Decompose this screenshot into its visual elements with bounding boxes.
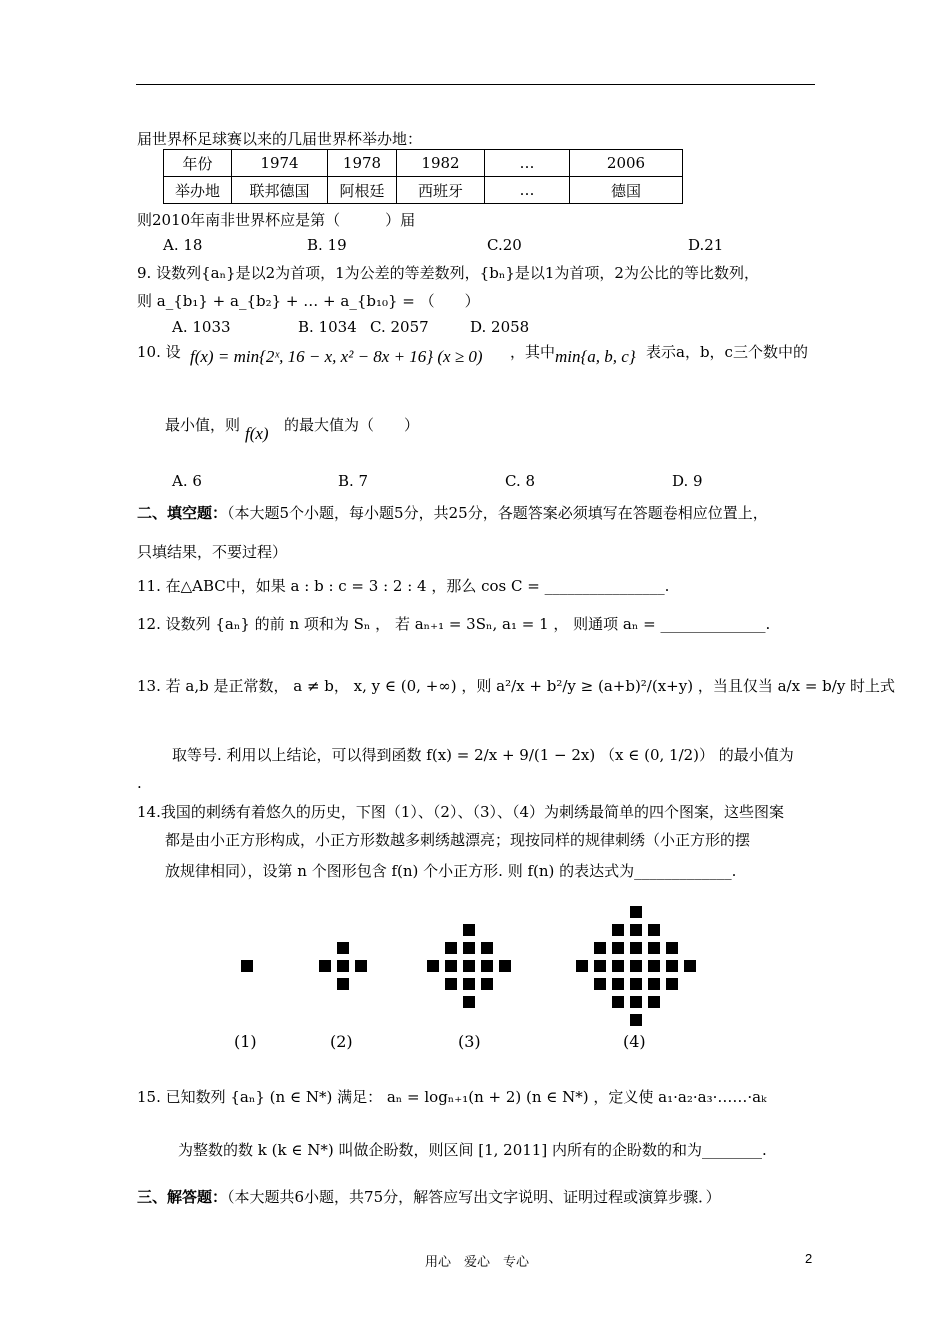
q10-formula: f(x) = min{2ˣ, 16 − x, x² − 8x + 16} (x ≥ 0) [190,347,483,366]
embroidery-square [648,996,660,1008]
section3-title: 三、解答题： [137,1188,228,1206]
embroidery-square [666,960,678,972]
q10-line2-a: 最小值，则 [165,416,241,434]
embroidery-square [666,978,678,990]
embroidery-square [337,942,349,954]
section2-desc-line2: 只填结果，不要过程） [137,543,288,561]
embroidery-square [463,978,475,990]
embroidery-square [445,978,457,990]
table-cell: 1978 [328,150,397,177]
q8-option-c: C.20 [487,236,522,254]
q9-option-a: A. 1033 [172,318,231,336]
embroidery-square [463,942,475,954]
section3-desc: （本大题共6小题，共75分，解答应写出文字说明、证明过程或演算步骤．） [227,1188,721,1206]
q9-option-b: B. 1034 [298,318,357,336]
embroidery-square [445,960,457,972]
section2-desc: （本大题5个小题，每小题5分，共25分，各题答案必须填写在答题卷相应位置上， [227,504,768,522]
table-row [164,150,683,177]
embroidery-square [612,942,624,954]
table-cell: 2006 [570,150,683,177]
embroidery-square [319,960,331,972]
embroidery-square [648,978,660,990]
q14-line1: 14.我国的刺绣有着悠久的历史，下图（1）、（2）、（3）、（4）为刺绣最简单的四个图案，这些图案 [137,803,785,821]
q15-line2: 为整数的数 k (k ∈ N*) 叫做企盼数，则区间 [1, 2011] 内所有的企盼数的和为________. [178,1141,767,1159]
world-cup-table [163,149,683,204]
q11-text: 11. 在△ABC中，如果 a : b : c = 3 : 2 : 4 ，那么 cos C = ________________. [137,577,670,595]
q9-stem: 9. 设数列{aₙ}是以2为首项，1为公差的等差数列，{bₙ}是以1为首项，2为公比的等比数列， [137,264,759,282]
table-cell: 德国 [570,177,683,204]
embroidery-square [481,942,493,954]
embroidery-square [355,960,367,972]
q10-number: 10. 设 [137,343,181,361]
table-row [164,177,683,204]
q10-option-a: A. 6 [172,472,202,490]
table-cell: … [485,177,570,204]
embroidery-square [630,1014,642,1026]
embroidery-square [630,978,642,990]
section2-heading [137,502,768,523]
embroidery-square [337,978,349,990]
embroidery-square [630,906,642,918]
q13-line1: 13. 若 a,b 是正常数， a ≠ b， x, y ∈ (0, +∞) ，则 a²/x + b²/y ≥ (a+b)²/(x+y) ，当且仅当 a/x = b/y 时上式 [137,677,896,695]
header-rule [136,84,815,85]
embroidery-square [463,996,475,1008]
q10-option-b: B. 7 [338,472,369,490]
table-cell: 1982 [397,150,485,177]
embroidery-square [481,978,493,990]
embroidery-square [612,996,624,1008]
figure-label-2: (2) [330,1032,353,1051]
q12-text: 12. 设数列 {aₙ} 的前 n 项和为 Sₙ ， 若 aₙ₊₁ = 3Sₙ, a₁ = 1 ， 则通项 aₙ = ______________. [137,615,771,633]
q13-line3: . [137,774,142,792]
section3-heading [137,1186,721,1207]
table-cell: 年份 [164,150,232,177]
embroidery-square [612,978,624,990]
embroidery-square [594,978,606,990]
q8-intro: 届世界杯足球赛以来的几届世界杯举办地： [137,130,423,148]
table-cell: … [485,150,570,177]
embroidery-square [499,960,511,972]
embroidery-square [648,924,660,936]
q8-option-b: B. 19 [307,236,347,254]
q10-min-expr: min{a, b, c} [555,347,636,366]
footer-motto: 用心 爱心 专心 [425,1255,530,1270]
embroidery-square [576,960,588,972]
table-cell: 1974 [232,150,328,177]
q10-line2-b: 的最大值为（ ） [284,416,420,434]
embroidery-square [337,960,349,972]
embroidery-square [630,942,642,954]
section2-title: 二、填空题： [137,504,228,522]
embroidery-square [241,960,253,972]
page-number: 2 [805,1251,813,1266]
embroidery-square [463,924,475,936]
q10-line2-f: f(x) [245,424,269,443]
embroidery-square [594,942,606,954]
embroidery-square [684,960,696,972]
q10-mid: ，其中 [510,343,556,361]
q14-line3: 放规律相同），设第 n 个图形包含 f(n) 个小正方形. 则 f(n) 的表达式为_____________. [165,862,737,880]
embroidery-square [648,942,660,954]
embroidery-square [463,960,475,972]
q9-expression: 则 a_{b₁} + a_{b₂} + … + a_{b₁₀} = （ ） [137,292,480,310]
q14-line2: 都是由小正方形构成，小正方形数越多刺绣越漂亮；现按同样的规律刺绣（小正方形的摆 [165,831,751,849]
embroidery-square [630,960,642,972]
table-cell: 阿根廷 [328,177,397,204]
figure-label-4: (4) [623,1032,646,1051]
q8-option-a: A. 18 [163,236,203,254]
embroidery-square [666,942,678,954]
q10-option-c: C. 8 [505,472,536,490]
table-cell: 联邦德国 [232,177,328,204]
embroidery-square [630,996,642,1008]
embroidery-square [481,960,493,972]
q8-stem: 则2010年南非世界杯应是第（ ）届 [137,211,416,229]
q10-option-d: D. 9 [672,472,703,490]
embroidery-square [427,960,439,972]
embroidery-square [630,924,642,936]
q15-line1: 15. 已知数列 {aₙ} (n ∈ N*) 满足： aₙ = logₙ₊₁(n + 2) (n ∈ N*) ，定义使 a₁·a₂·a₃·……·aₖ [137,1088,767,1106]
embroidery-square [612,924,624,936]
embroidery-square [612,960,624,972]
q8-option-d: D.21 [688,236,724,254]
q9-option-d: D. 2058 [470,318,530,336]
figure-label-3: (3) [458,1032,481,1051]
table-cell: 西班牙 [397,177,485,204]
q13-line2: 取等号. 利用以上结论，可以得到函数 f(x) = 2/x + 9/(1 − 2x) （x ∈ (0, 1/2)） 的最小值为 [172,746,794,764]
figure-label-1: (1) [234,1032,257,1051]
embroidery-square [648,960,660,972]
table-cell: 举办地 [164,177,232,204]
q10-tail: 表示a，b，c三个数中的 [646,343,808,361]
q9-option-c: C. 2057 [370,318,429,336]
embroidery-square [445,942,457,954]
embroidery-square [594,960,606,972]
